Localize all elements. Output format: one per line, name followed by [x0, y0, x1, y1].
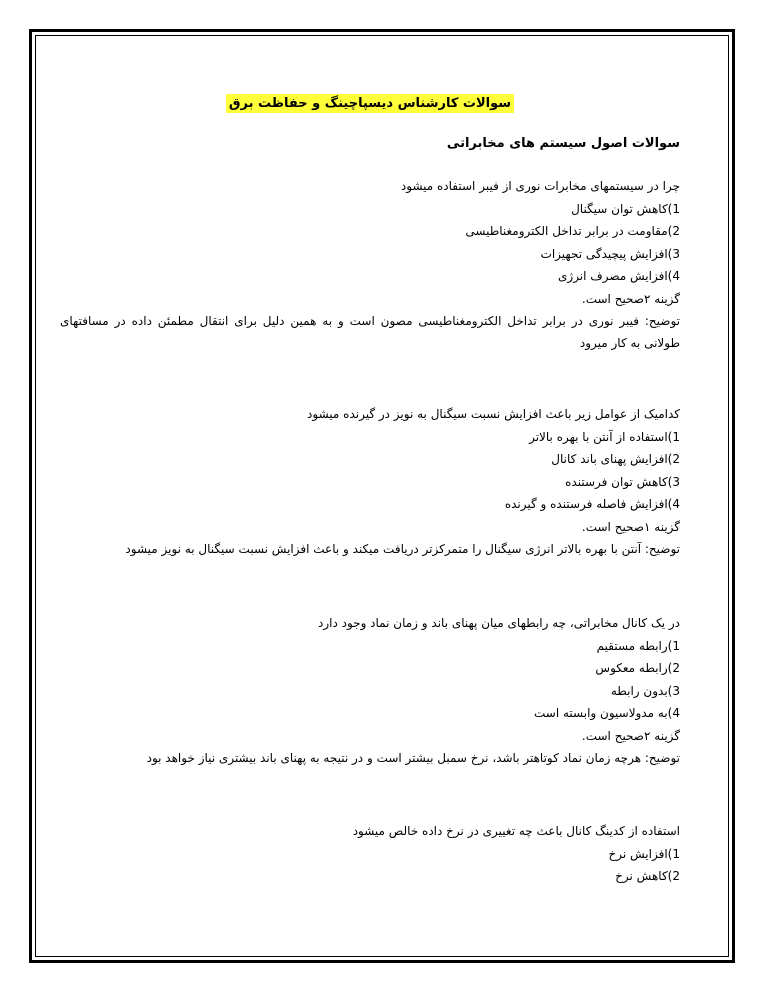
document-title: سوالات کارشناس دیسپاچینگ و حفاظت برق: [226, 94, 514, 113]
option-1: 1)استفاده از آنتن با بهره بالاتر: [529, 429, 680, 444]
question-block-4: [60, 820, 680, 888]
option-2: 2)مقاومت در برابر تداخل الکترومغناطیسی: [465, 224, 680, 238]
question-text: چرا در سیستمهای مخابرات نوری از فیبر استفاده میشود: [400, 179, 680, 193]
option-4: 4)به مدولاسیون وابسته است: [534, 706, 680, 720]
option-3: 3)بدون رابطه: [610, 683, 680, 698]
option-3: 3)کاهش توان فرستنده: [565, 474, 680, 489]
option-2: 2)کاهش نرخ: [615, 869, 680, 883]
title-container: [60, 92, 680, 113]
option-4: 4)افزایش فاصله فرستنده و گیرنده: [504, 497, 680, 511]
explanation-text: توضیح: هرچه زمان نماد کوتاهتر باشد، نرخ سمبل بیشتر است و در نتیجه به پهنای باند بیشتری نیاز خواهد بود: [146, 751, 680, 765]
question-block-1: [60, 175, 680, 354]
question-block-2: [60, 403, 680, 561]
question-block-3: [60, 612, 680, 770]
answer-text: گزینه ۲صحیح است.: [581, 291, 680, 306]
question-text: کدامیک از عوامل زیر باعث افزایش نسبت سیگنال به نویز در گیرنده میشود: [307, 407, 680, 421]
section-title: سوالات اصول سیستم های مخابراتی: [446, 136, 680, 151]
question-text: استفاده از کدینگ کانال باعث چه تغییری در نرخ داده خالص میشود: [352, 824, 680, 838]
option-1: 1)رابطه مستقیم: [596, 638, 680, 653]
document-page: [60, 0, 680, 994]
explanation-text: توضیح: آنتن با بهره بالاتر انرژی سیگنال را متمرکزتر دریافت میکند و باعث افزایش نسبت سیگنال به نویز میشود: [125, 542, 680, 556]
answer-text: گزینه ۲صحیح است.: [581, 728, 680, 743]
question-text: در یک کانال مخابراتی، چه رابطهای میان پهنای باند و زمان نماد وجود دارد: [317, 616, 680, 630]
option-1: 1)کاهش توان سیگنال: [571, 201, 680, 216]
option-2: 2)رابطه معکوس: [595, 661, 680, 675]
explanation-text: توضیح: فیبر نوری در برابر تداخل الکترومغناطیسی مصون است و به همین دلیل برای انتقال مطمئن داده در مسافتهای طولانی به کار میرود: [60, 314, 680, 350]
option-4: 4)افزایش مصرف انرژی: [558, 269, 680, 283]
option-2: 2)افزایش پهنای باند کانال: [551, 452, 680, 466]
answer-text: گزینه ۱صحیح است.: [581, 519, 680, 534]
option-3: 3)افزایش پیچیدگی تجهیزات: [540, 246, 680, 261]
option-1: 1)افزایش نرخ: [608, 846, 680, 861]
